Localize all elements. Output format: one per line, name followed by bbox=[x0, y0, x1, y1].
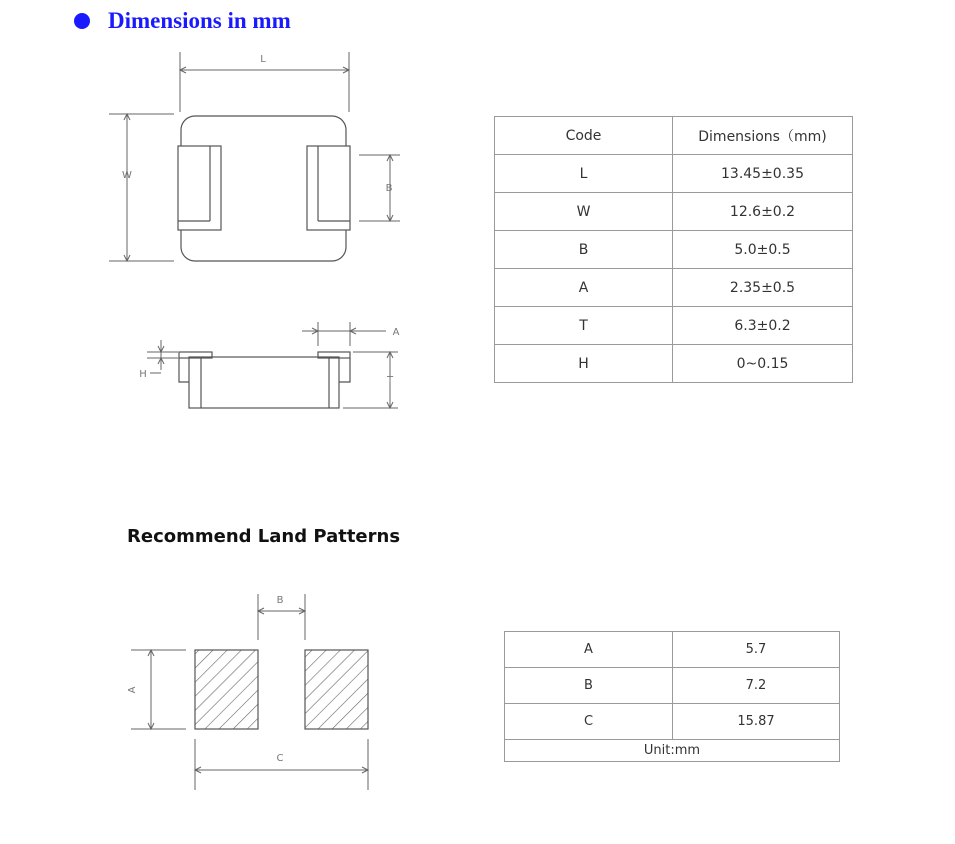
table-row bbox=[505, 632, 840, 668]
label-T: T bbox=[386, 375, 394, 386]
dimension-C-land bbox=[195, 739, 368, 790]
page-title: Dimensions in mm bbox=[108, 8, 291, 33]
label-A: A bbox=[392, 327, 400, 338]
label-W: W bbox=[122, 170, 132, 181]
row-value: 13.45±0.35 bbox=[673, 155, 853, 193]
table-row bbox=[495, 231, 853, 269]
top-view-drawing bbox=[178, 116, 350, 261]
left-terminal-top bbox=[178, 146, 221, 230]
left-pad bbox=[195, 650, 258, 729]
dimension-B-top bbox=[359, 155, 400, 221]
row-value: 5.0±0.5 bbox=[673, 231, 853, 269]
land-pattern-table bbox=[504, 631, 840, 762]
side-view-drawing bbox=[179, 352, 350, 408]
land-pattern-drawing bbox=[195, 650, 368, 729]
land-label-B: B bbox=[276, 595, 284, 606]
row-value: 0~0.15 bbox=[673, 345, 853, 383]
table-row bbox=[495, 269, 853, 307]
right-terminal-top bbox=[307, 146, 350, 230]
row-code: L bbox=[495, 155, 673, 193]
table-row bbox=[495, 345, 853, 383]
row-code: B bbox=[495, 231, 673, 269]
label-L: L bbox=[260, 54, 266, 65]
row-value: 6.3±0.2 bbox=[673, 307, 853, 345]
table-row bbox=[505, 668, 840, 704]
table-row bbox=[505, 704, 840, 740]
dimensions-table bbox=[494, 116, 853, 383]
dimension-H bbox=[147, 340, 178, 373]
dimension-A bbox=[302, 322, 386, 346]
row-value: 15.87 bbox=[673, 704, 840, 740]
row-code: C bbox=[505, 704, 673, 740]
row-code: H bbox=[495, 345, 673, 383]
label-H: H bbox=[139, 369, 147, 380]
row-value: 5.7 bbox=[673, 632, 840, 668]
table-row bbox=[495, 155, 853, 193]
row-code: B bbox=[505, 668, 673, 704]
land-label-A: A bbox=[127, 686, 138, 694]
header-code: Code bbox=[495, 117, 673, 155]
row-code: A bbox=[495, 269, 673, 307]
label-B: B bbox=[385, 183, 393, 194]
right-pad bbox=[305, 650, 368, 729]
dimension-A-land bbox=[131, 650, 186, 729]
land-label-C: C bbox=[276, 753, 284, 764]
table-header-row bbox=[495, 117, 853, 155]
header-dimensions: Dimensions（mm) bbox=[673, 117, 853, 155]
table-row bbox=[495, 307, 853, 345]
row-code: T bbox=[495, 307, 673, 345]
land-patterns-title: Recommend Land Patterns bbox=[127, 526, 401, 547]
dimension-W bbox=[109, 114, 174, 261]
row-code: A bbox=[505, 632, 673, 668]
row-value: 7.2 bbox=[673, 668, 840, 704]
unit-label: Unit:mm bbox=[505, 740, 840, 762]
row-value: 12.6±0.2 bbox=[673, 193, 853, 231]
row-value: 2.35±0.5 bbox=[673, 269, 853, 307]
unit-row bbox=[505, 740, 840, 762]
table-row bbox=[495, 193, 853, 231]
row-code: W bbox=[495, 193, 673, 231]
component-body-side bbox=[189, 357, 339, 408]
